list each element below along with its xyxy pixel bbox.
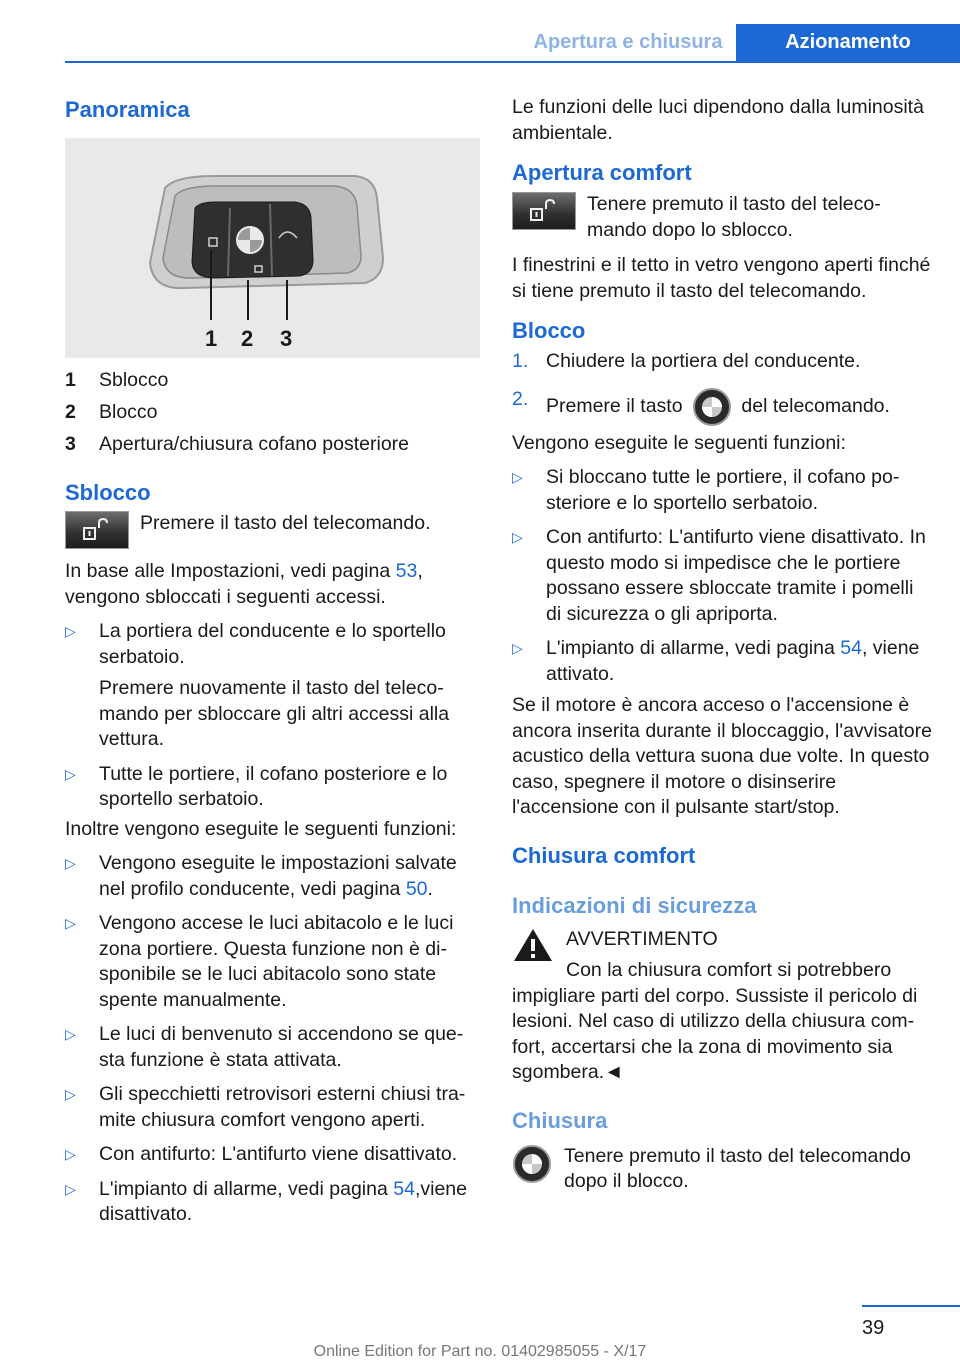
- header-rule: [65, 61, 960, 63]
- sblocco-heading: Sblocco: [65, 480, 151, 505]
- unlock-button-icon: [512, 192, 576, 230]
- right-column: [512, 95, 932, 1195]
- list-item: ▷ Tutte le portiere, il cofano posteriore e lo sportello serbatoio.: [65, 762, 480, 813]
- triangle-bullet-icon: ▷: [65, 765, 76, 782]
- legend-text: Blocco: [99, 401, 158, 423]
- blocco-functions-list: [512, 465, 932, 687]
- blocco-steps: [512, 349, 932, 427]
- figure-label-2: 2: [241, 326, 254, 351]
- triangle-bullet-icon: ▷: [512, 529, 523, 545]
- legend-row: [65, 400, 480, 432]
- warning-title: AVVERTIMENTO: [566, 927, 718, 950]
- also-functions-list: [65, 851, 480, 1228]
- step-item: 2. Premere il tasto del telecomando.: [512, 387, 932, 427]
- triangle-bullet-icon: ▷: [65, 1146, 76, 1162]
- page-link-54[interactable]: 54: [840, 637, 862, 659]
- bmw-logo-icon: [688, 387, 736, 427]
- chiusura-icon-text: Tenere premuto il tasto del telecomando dopo il blocco.: [564, 1144, 911, 1192]
- triangle-bullet-icon: ▷: [512, 469, 523, 485]
- header-section-tab: Apertura e chiusura: [533, 31, 723, 53]
- legend-row: [65, 368, 480, 400]
- also-functions-text: Inoltre vengono eseguite le seguenti funzioni:: [65, 817, 457, 840]
- figure-label-1: 1: [205, 326, 218, 351]
- page-number: 39: [862, 1317, 885, 1339]
- sicurezza-heading: Indicazioni di sicurezza: [512, 892, 757, 918]
- list-item: ▷ L'impianto di allarme, vedi pagina 54,viene disattivato.: [65, 1177, 480, 1228]
- list-item: ▷ Con antifurto: L'antifurto viene disattivato.: [65, 1142, 480, 1168]
- apertura-icon-row: [512, 192, 932, 243]
- triangle-bullet-icon: ▷: [65, 1026, 76, 1042]
- legend-number: 1: [65, 369, 76, 391]
- sblocco-intro: In base alle Impostazioni, vedi pagina 53, vengono sbloccati i seguenti accessi.: [65, 560, 423, 608]
- legend-text: Sblocco: [99, 369, 169, 391]
- chiusura-heading: Chiusura: [512, 1107, 608, 1133]
- list-item: ▷ Vengono eseguite le impostazioni salvate nel profilo conducente, vedi pagina 50.: [65, 851, 480, 902]
- sblocco-icon-text: Premere il tasto del telecomando.: [140, 512, 431, 534]
- blocco-heading: Blocco: [512, 318, 586, 343]
- luci-text: Le funzioni delle luci dipendono dalla luminosità ambientale.: [512, 96, 924, 144]
- list-item: ▷ L'impianto di allarme, vedi pagina 54, viene attivato.: [512, 636, 932, 687]
- apertura-icon-text: Tenere premuto il tasto del telecomando dopo lo sblocco.: [587, 193, 881, 241]
- triangle-bullet-icon: ▷: [512, 640, 523, 656]
- page-link-53[interactable]: 53: [395, 560, 418, 582]
- figure-label-3: 3: [280, 326, 293, 351]
- header-chapter-tab: Azionamento: [736, 24, 960, 61]
- motore-text: Se il motore è ancora acceso o l'accensione è ancora inserita durante il bloccaggio, l'avvisatore acustico della vettura suona due volte. In questo caso, spegnere il motore o disinserire l'accensione con il pulsante start/stop.: [512, 694, 932, 818]
- warning-block: [512, 927, 932, 984]
- triangle-bullet-icon: ▷: [65, 915, 76, 931]
- chiusura-icon-row: [512, 1144, 932, 1195]
- legend-number: 3: [65, 433, 76, 455]
- chiusura-comfort-heading: Chiusura comfort: [512, 842, 696, 868]
- warning-first-line: Con la chiusura comfort si potrebbero: [566, 959, 892, 981]
- list-item: ▷ Vengono accese le luci abitacolo e le luci zona portiere. Questa funzione non è disponibile se le luci abitacolo sono state spente manualmente.: [65, 911, 480, 1013]
- page-link-50[interactable]: 50: [405, 877, 428, 900]
- left-column: [65, 95, 480, 1228]
- legend-text: Apertura/chiusura cofano posteriore: [99, 433, 410, 455]
- bmw-logo-icon: [512, 1144, 552, 1184]
- list-item: ▷ La portiera del conducente e lo sportello serbatoio. Premere nuovamente il tasto del telecomando per sbloccare gli altri accessi alla vettura.: [65, 619, 480, 753]
- sblocco-access-list: [65, 619, 480, 813]
- triangle-bullet-icon: ▷: [65, 1086, 76, 1102]
- step-number: 2.: [512, 387, 529, 410]
- page-link-54[interactable]: 54: [393, 1177, 415, 1200]
- list-item: ▷ Le luci di benvenuto si accendono se questa funzione è stata attivata.: [65, 1022, 480, 1073]
- footer-rule: [862, 1305, 960, 1307]
- key-fob-illustration: [65, 138, 480, 358]
- blocco-functions-text: Vengono eseguite le seguenti funzioni:: [512, 431, 846, 454]
- step-item: 1. Chiudere la portiera del conducente.: [512, 349, 932, 375]
- triangle-bullet-icon: ▷: [65, 623, 76, 639]
- list-item: ▷ Si bloccano tutte le portiere, il cofano posteriore e lo sportello serbatoio.: [512, 465, 932, 516]
- panoramica-heading: Panoramica: [65, 97, 190, 122]
- triangle-bullet-icon: ▷: [65, 855, 76, 871]
- sblocco-icon-row: [65, 511, 480, 549]
- apertura-comfort-heading: Apertura comfort: [512, 160, 692, 185]
- warning-triangle-icon: [512, 927, 554, 963]
- list-item: ▷ Con antifurto: L'antifurto viene disattivato. In questo modo si impedisce che le portiere possano essere sbloccate tramite i pomelli di sicurezza o gli apriporta.: [512, 525, 932, 627]
- step-number: 1.: [512, 350, 529, 372]
- legend-row: [65, 432, 480, 464]
- legend-number: 2: [65, 401, 76, 423]
- key-fob-figure: [65, 138, 480, 358]
- warning-text: impigliare parti del corpo. Sussiste il pericolo di lesioni. Nel caso di utilizzo della chiusura comfort, accertarsi che la zona di movimento sia sgombera.◄: [512, 984, 918, 1083]
- list-item: ▷ Gli specchietti retrovisori esterni chiusi tramite chiusura comfort vengono aperti.: [65, 1082, 480, 1133]
- apertura-text: I finestrini e il tetto in vetro vengono aperti finché si tiene premuto il tasto del telecomando.: [512, 254, 931, 302]
- figure-legend: [65, 368, 480, 464]
- triangle-bullet-icon: ▷: [65, 1180, 76, 1197]
- footer-edition: Online Edition for Part no. 01402985055 - X/17: [313, 1343, 647, 1360]
- unlock-button-icon: [65, 511, 129, 549]
